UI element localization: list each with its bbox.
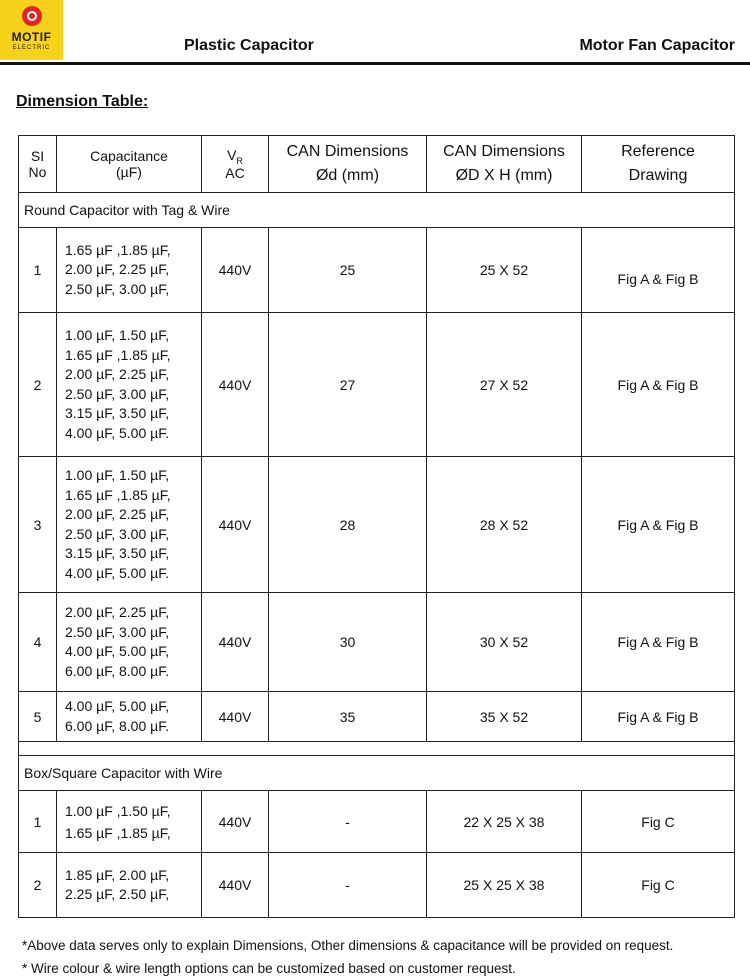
header-voltage: $V_R$ AC (202, 136, 269, 193)
table-row (19, 457, 735, 593)
cell-diameter: 28 (269, 457, 427, 593)
header-sl: SI No (19, 136, 57, 193)
cell-dimensions: 28 X 52 (427, 457, 582, 593)
header-right-title: Motor Fan Capacitor (579, 37, 735, 54)
cell-voltage: 440V (202, 593, 269, 692)
cell-diameter: 27 (269, 313, 427, 457)
cell-sl: 5 (19, 692, 57, 742)
cell-sl: 1 (19, 791, 57, 853)
cell-sl: 2 (19, 853, 57, 918)
cell-diameter: 25 (269, 228, 427, 313)
cell-reference: Fig A & Fig B (582, 692, 735, 742)
header-capacitance: Capacitance (µF) (57, 136, 202, 193)
cell-sl: 4 (19, 593, 57, 692)
cell-voltage: 440V (202, 791, 269, 853)
table-header-row (19, 136, 735, 193)
logo-emblem-icon (22, 6, 42, 26)
table-row (19, 313, 735, 457)
table-row (19, 853, 735, 918)
cell-capacitance: 1.85 µF, 2.00 µF, 2.25 µF, 2.50 µF, (57, 853, 202, 918)
cell-dimensions: 27 X 52 (427, 313, 582, 457)
cell-capacitance: 1.00 µF, 1.50 µF, 1.65 µF ,1.85 µF, 2.00 µF, 2.25 µF, 2.50 µF, 3.00 µF, 3.15 µF, 3.50 µF, 4.00 µF, 5.00 µF. (57, 313, 202, 457)
table-row (19, 791, 735, 853)
table-spacer-row (19, 742, 735, 756)
cell-dimensions: 25 X 25 X 38 (427, 853, 582, 918)
footnote-1: *Above data serves only to explain Dimensions, Other dimensions & capacitance will be provided on request. (22, 938, 674, 953)
table-row (19, 692, 735, 742)
cell-diameter: 35 (269, 692, 427, 742)
cell-dimensions: 25 X 52 (427, 228, 582, 313)
cell-voltage: 440V (202, 457, 269, 593)
group-title-row (19, 193, 735, 228)
dimension-table (18, 135, 735, 918)
cell-voltage: 440V (202, 853, 269, 918)
header-divider (0, 62, 750, 65)
section-title: Dimension Table: (16, 93, 149, 110)
header-can-diameter: CAN Dimensions Ød (mm) (269, 136, 427, 193)
header-reference: Reference Drawing (582, 136, 735, 193)
cell-dimensions: 35 X 52 (427, 692, 582, 742)
cell-sl: 2 (19, 313, 57, 457)
cell-sl: 1 (19, 228, 57, 313)
cell-capacitance: 1.65 µF ,1.85 µF, 2.00 µF, 2.25 µF, 2.50 µF, 3.00 µF, (57, 228, 202, 313)
footnote-2: * Wire colour & wire length options can be customized based on customer request. (22, 961, 516, 976)
cell-capacitance: 4.00 µF, 5.00 µF, 6.00 µF, 8.00 µF. (57, 692, 202, 742)
table-row (19, 228, 735, 313)
group-title: Round Capacitor with Tag & Wire (19, 193, 735, 228)
group-title: Box/Square Capacitor with Wire (19, 756, 735, 791)
cell-capacitance: 2.00 µF, 2.25 µF, 2.50 µF, 3.00 µF, 4.00 µF, 5.00 µF, 6.00 µF, 8.00 µF. (57, 593, 202, 692)
cell-voltage: 440V (202, 313, 269, 457)
cell-diameter: - (269, 791, 427, 853)
company-logo (0, 0, 63, 60)
cell-reference: Fig A & Fig B (582, 313, 735, 457)
cell-diameter: - (269, 853, 427, 918)
cell-voltage: 440V (202, 228, 269, 313)
cell-reference: Fig C (582, 853, 735, 918)
cell-reference: Fig C (582, 791, 735, 853)
cell-reference: Fig A & Fig B (582, 593, 735, 692)
header-left-title: Plastic Capacitor (184, 37, 314, 54)
cell-reference: Fig A & Fig B (582, 228, 735, 313)
cell-capacitance: 1.00 µF, 1.50 µF, 1.65 µF ,1.85 µF, 2.00 µF, 2.25 µF, 2.50 µF, 3.00 µF, 3.15 µF, 3.50 µF, 4.00 µF, 5.00 µF. (57, 457, 202, 593)
cell-dimensions: 30 X 52 (427, 593, 582, 692)
table-row (19, 593, 735, 692)
cell-reference: Fig A & Fig B (582, 457, 735, 593)
logo-subtitle: ELECTRIC (12, 45, 51, 51)
cell-capacitance: 1.00 µF ,1.50 µF, 1.65 µF ,1.85 µF, (57, 791, 202, 853)
cell-voltage: 440V (202, 692, 269, 742)
cell-diameter: 30 (269, 593, 427, 692)
logo-name: MOTIF (11, 30, 52, 44)
cell-sl: 3 (19, 457, 57, 593)
group-title-row (19, 756, 735, 791)
header-can-dimensions: CAN Dimensions ØD X H (mm) (427, 136, 582, 193)
cell-dimensions: 22 X 25 X 38 (427, 791, 582, 853)
